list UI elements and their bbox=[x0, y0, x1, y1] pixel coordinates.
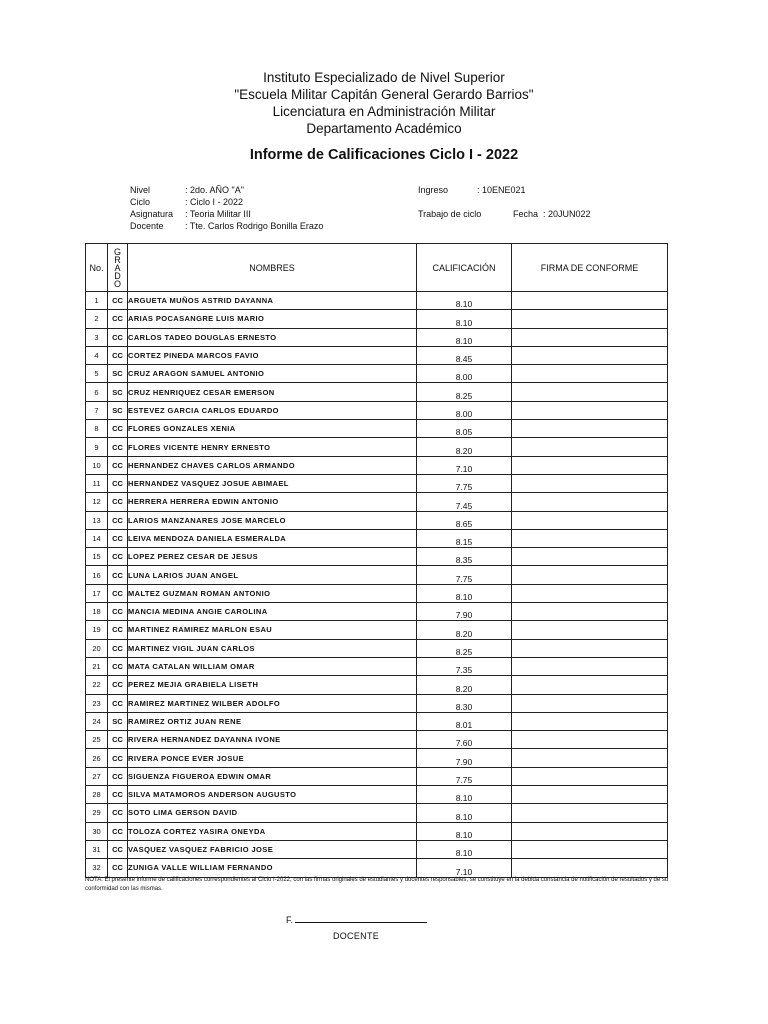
row-nombre: FLORES GONZALES XENIA bbox=[128, 420, 417, 438]
row-number: 23 bbox=[86, 694, 108, 712]
row-firma[interactable] bbox=[512, 493, 668, 511]
row-grado: CC bbox=[108, 603, 128, 621]
table-row bbox=[86, 346, 668, 364]
table-row bbox=[86, 401, 668, 419]
row-nombre: ZUNIGA VALLE WILLIAM FERNANDO bbox=[128, 859, 417, 877]
row-calificacion: 7.10 bbox=[417, 456, 512, 474]
row-number: 25 bbox=[86, 731, 108, 749]
asignatura-value: : Teoria Militar III bbox=[185, 209, 251, 219]
ingreso-value: : 10ENE021 bbox=[477, 185, 526, 195]
row-calificacion: 8.10 bbox=[417, 584, 512, 602]
row-calificacion: 8.10 bbox=[417, 840, 512, 858]
ingreso-label: Ingreso bbox=[418, 185, 449, 195]
institution-name: Instituto Especializado de Nivel Superior bbox=[263, 70, 505, 85]
row-grado: CC bbox=[108, 474, 128, 492]
row-firma[interactable] bbox=[512, 657, 668, 675]
row-nombre: LUNA LARIOS JUAN ANGEL bbox=[128, 566, 417, 584]
table-row bbox=[86, 438, 668, 456]
row-grado: CC bbox=[108, 804, 128, 822]
row-firma[interactable] bbox=[512, 694, 668, 712]
row-number: 1 bbox=[86, 292, 108, 310]
signature-line bbox=[286, 913, 427, 925]
table-row bbox=[86, 786, 668, 804]
row-calificacion: 8.15 bbox=[417, 529, 512, 547]
row-firma[interactable] bbox=[512, 548, 668, 566]
row-number: 10 bbox=[86, 456, 108, 474]
table-row bbox=[86, 493, 668, 511]
row-number: 9 bbox=[86, 438, 108, 456]
row-firma[interactable] bbox=[512, 420, 668, 438]
table-row bbox=[86, 804, 668, 822]
row-firma[interactable] bbox=[512, 456, 668, 474]
row-number: 3 bbox=[86, 328, 108, 346]
row-number: 31 bbox=[86, 840, 108, 858]
docente-value: : Tte. Carlos Rodrigo Bonilla Erazo bbox=[185, 221, 324, 231]
table-row bbox=[86, 529, 668, 547]
grado-letter: R bbox=[114, 254, 121, 265]
row-nombre: SOTO LIMA GERSON DAVID bbox=[128, 804, 417, 822]
row-grado: CC bbox=[108, 420, 128, 438]
row-nombre: LEIVA MENDOZA DANIELA ESMERALDA bbox=[128, 529, 417, 547]
row-firma[interactable] bbox=[512, 438, 668, 456]
row-grado: SC bbox=[108, 712, 128, 730]
row-number: 7 bbox=[86, 401, 108, 419]
row-nombre: ARIAS POCASANGRE LUIS MARIO bbox=[128, 310, 417, 328]
row-grado: CC bbox=[108, 328, 128, 346]
row-firma[interactable] bbox=[512, 566, 668, 584]
row-firma[interactable] bbox=[512, 749, 668, 767]
row-nombre: FLORES VICENTE HENRY ERNESTO bbox=[128, 438, 417, 456]
row-nombre: RIVERA PONCE EVER JOSUE bbox=[128, 749, 417, 767]
ciclo-label: Ciclo bbox=[130, 197, 151, 207]
table-row bbox=[86, 584, 668, 602]
grado-letter: O bbox=[113, 278, 121, 289]
row-number: 5 bbox=[86, 365, 108, 383]
row-calificacion: 7.35 bbox=[417, 657, 512, 675]
table-row bbox=[86, 822, 668, 840]
grado-letter: A bbox=[114, 262, 121, 273]
row-calificacion: 8.25 bbox=[417, 639, 512, 657]
row-grado: CC bbox=[108, 566, 128, 584]
row-nombre: CARLOS TADEO DOUGLAS ERNESTO bbox=[128, 328, 417, 346]
row-number: 22 bbox=[86, 676, 108, 694]
row-grado: CC bbox=[108, 840, 128, 858]
grado-letter: D bbox=[114, 270, 121, 281]
grades-table bbox=[85, 243, 668, 878]
signature-rule bbox=[295, 913, 427, 923]
table-row bbox=[86, 840, 668, 858]
row-nombre: VASQUEZ VASQUEZ FABRICIO JOSE bbox=[128, 840, 417, 858]
row-firma[interactable] bbox=[512, 401, 668, 419]
fecha-value: : 20JUN022 bbox=[543, 209, 591, 219]
notice-text: NOTA: El presente informe de calificaciones correspondientes al Ciclo I-2022, con las firmas originales de estudiantes y docentes responsables, se constituye en la debida constancia de notificación de resultados y de su conformidad con las mismas. bbox=[85, 877, 669, 892]
row-grado: CC bbox=[108, 657, 128, 675]
table-row bbox=[86, 712, 668, 730]
table-row bbox=[86, 621, 668, 639]
row-nombre: RIVERA HERNANDEZ DAYANNA IVONE bbox=[128, 731, 417, 749]
row-calificacion: 8.10 bbox=[417, 804, 512, 822]
row-number: 11 bbox=[86, 474, 108, 492]
table-row bbox=[86, 657, 668, 675]
row-number: 19 bbox=[86, 621, 108, 639]
row-calificacion: 7.10 bbox=[417, 859, 512, 877]
table-row bbox=[86, 749, 668, 767]
docente-label: Docente bbox=[130, 221, 164, 231]
row-number: 26 bbox=[86, 749, 108, 767]
row-grado: CC bbox=[108, 621, 128, 639]
row-grado: CC bbox=[108, 749, 128, 767]
table-row bbox=[86, 603, 668, 621]
table-row bbox=[86, 365, 668, 383]
signature-label: DOCENTE bbox=[332, 931, 380, 941]
row-number: 20 bbox=[86, 639, 108, 657]
row-number: 21 bbox=[86, 657, 108, 675]
asignatura-label: Asignatura bbox=[130, 209, 174, 219]
row-number: 12 bbox=[86, 493, 108, 511]
row-calificacion: 8.10 bbox=[417, 822, 512, 840]
row-nombre: CORTEZ PINEDA MARCOS FAVIO bbox=[128, 346, 417, 364]
row-grado: SC bbox=[108, 401, 128, 419]
row-nombre: HERNANDEZ VASQUEZ JOSUE ABIMAEL bbox=[128, 474, 417, 492]
row-grado: CC bbox=[108, 493, 128, 511]
row-nombre: HERRERA HERRERA EDWIN ANTONIO bbox=[128, 493, 417, 511]
row-nombre: ARGUETA MUÑOS ASTRID DAYANNA bbox=[128, 292, 417, 310]
row-nombre: HERNANDEZ CHAVES CARLOS ARMANDO bbox=[128, 456, 417, 474]
table-row bbox=[86, 420, 668, 438]
row-grado: SC bbox=[108, 383, 128, 401]
row-grado: CC bbox=[108, 676, 128, 694]
report-title: Informe de Calificaciones Ciclo I - 2022 bbox=[249, 147, 519, 163]
row-firma[interactable] bbox=[512, 511, 668, 529]
table-row bbox=[86, 548, 668, 566]
row-number: 8 bbox=[86, 420, 108, 438]
row-firma[interactable] bbox=[512, 292, 668, 310]
row-grado: CC bbox=[108, 292, 128, 310]
department-name: Departamento Académico bbox=[306, 121, 462, 136]
row-nombre: TOLOZA CORTEZ YASIRA ONEYDA bbox=[128, 822, 417, 840]
school-name: "Escuela Militar Capitán General Gerardo Barrios" bbox=[234, 87, 534, 102]
table-row bbox=[86, 474, 668, 492]
row-number: 13 bbox=[86, 511, 108, 529]
row-calificacion: 8.10 bbox=[417, 328, 512, 346]
row-nombre: MARTINEZ VIGIL JUAN CARLOS bbox=[128, 639, 417, 657]
row-grado: CC bbox=[108, 511, 128, 529]
table-row bbox=[86, 511, 668, 529]
row-number: 2 bbox=[86, 310, 108, 328]
row-firma[interactable] bbox=[512, 786, 668, 804]
row-firma[interactable] bbox=[512, 621, 668, 639]
col-header-no: No. bbox=[86, 244, 108, 292]
row-nombre: RAMIREZ MARTINEZ WILBER ADOLFO bbox=[128, 694, 417, 712]
row-number: 27 bbox=[86, 767, 108, 785]
row-grado: CC bbox=[108, 584, 128, 602]
table-row bbox=[86, 310, 668, 328]
row-firma[interactable] bbox=[512, 676, 668, 694]
grado-letter: G bbox=[113, 246, 121, 257]
row-calificacion: 7.75 bbox=[417, 767, 512, 785]
table-row bbox=[86, 383, 668, 401]
row-firma[interactable] bbox=[512, 859, 668, 877]
grade-rows bbox=[86, 292, 668, 878]
row-grado: CC bbox=[108, 859, 128, 877]
row-calificacion: 8.25 bbox=[417, 383, 512, 401]
signature-prefix: F. bbox=[286, 915, 294, 925]
col-header-grado bbox=[108, 244, 128, 292]
row-firma[interactable] bbox=[512, 822, 668, 840]
table-row bbox=[86, 694, 668, 712]
row-calificacion: 8.20 bbox=[417, 438, 512, 456]
table-row bbox=[86, 731, 668, 749]
row-nombre: MALTEZ GUZMAN ROMAN ANTONIO bbox=[128, 584, 417, 602]
row-firma[interactable] bbox=[512, 365, 668, 383]
row-calificacion: 8.00 bbox=[417, 401, 512, 419]
row-nombre: RAMIREZ ORTIZ JUAN RENE bbox=[128, 712, 417, 730]
row-calificacion: 8.00 bbox=[417, 365, 512, 383]
row-calificacion: 8.45 bbox=[417, 346, 512, 364]
table-row bbox=[86, 859, 668, 877]
row-firma[interactable] bbox=[512, 639, 668, 657]
row-grado: CC bbox=[108, 731, 128, 749]
row-firma[interactable] bbox=[512, 328, 668, 346]
table-row bbox=[86, 328, 668, 346]
row-nombre: LOPEZ PEREZ CESAR DE JESUS bbox=[128, 548, 417, 566]
row-nombre: SIGUENZA FIGUEROA EDWIN OMAR bbox=[128, 767, 417, 785]
row-firma[interactable] bbox=[512, 804, 668, 822]
row-grado: CC bbox=[108, 694, 128, 712]
row-number: 15 bbox=[86, 548, 108, 566]
row-nombre: CRUZ HENRIQUEZ CESAR EMERSON bbox=[128, 383, 417, 401]
row-firma[interactable] bbox=[512, 474, 668, 492]
row-number: 14 bbox=[86, 529, 108, 547]
row-nombre: MATA CATALAN WILLIAM OMAR bbox=[128, 657, 417, 675]
ciclo-value: : Ciclo I - 2022 bbox=[185, 197, 244, 207]
row-calificacion: 8.20 bbox=[417, 621, 512, 639]
row-calificacion: 7.45 bbox=[417, 493, 512, 511]
row-firma[interactable] bbox=[512, 840, 668, 858]
row-number: 18 bbox=[86, 603, 108, 621]
program-name: Licenciatura en Administración Militar bbox=[272, 104, 496, 119]
row-number: 17 bbox=[86, 584, 108, 602]
row-number: 16 bbox=[86, 566, 108, 584]
row-calificacion: 8.05 bbox=[417, 420, 512, 438]
nivel-value: : 2do. AÑO "A" bbox=[185, 185, 244, 195]
col-header-nombres: NOMBRES bbox=[128, 244, 417, 292]
row-grado: CC bbox=[108, 529, 128, 547]
row-firma[interactable] bbox=[512, 712, 668, 730]
row-calificacion: 8.30 bbox=[417, 694, 512, 712]
table-row bbox=[86, 566, 668, 584]
row-calificacion: 8.35 bbox=[417, 548, 512, 566]
row-grado: CC bbox=[108, 456, 128, 474]
row-calificacion: 8.10 bbox=[417, 292, 512, 310]
row-grado: CC bbox=[108, 786, 128, 804]
row-firma[interactable] bbox=[512, 767, 668, 785]
col-header-calificacion: CALIFICACIÓN bbox=[417, 244, 512, 292]
row-number: 28 bbox=[86, 786, 108, 804]
row-number: 24 bbox=[86, 712, 108, 730]
row-calificacion: 8.10 bbox=[417, 310, 512, 328]
col-header-firma: FIRMA DE CONFORME bbox=[512, 244, 668, 292]
row-number: 29 bbox=[86, 804, 108, 822]
row-calificacion: 7.90 bbox=[417, 603, 512, 621]
row-calificacion: 7.90 bbox=[417, 749, 512, 767]
row-number: 32 bbox=[86, 859, 108, 877]
nivel-label: Nivel bbox=[130, 185, 151, 195]
row-calificacion: 7.75 bbox=[417, 474, 512, 492]
row-firma[interactable] bbox=[512, 603, 668, 621]
table-row bbox=[86, 292, 668, 310]
row-nombre: CRUZ ARAGON SAMUEL ANTONIO bbox=[128, 365, 417, 383]
row-firma[interactable] bbox=[512, 346, 668, 364]
row-calificacion: 8.01 bbox=[417, 712, 512, 730]
fecha-label: Fecha bbox=[513, 209, 539, 219]
row-grado: CC bbox=[108, 548, 128, 566]
row-grado: CC bbox=[108, 822, 128, 840]
row-calificacion: 7.75 bbox=[417, 566, 512, 584]
row-calificacion: 8.10 bbox=[417, 786, 512, 804]
row-grado: CC bbox=[108, 767, 128, 785]
row-number: 30 bbox=[86, 822, 108, 840]
table-row bbox=[86, 767, 668, 785]
table-row bbox=[86, 676, 668, 694]
row-grado: CC bbox=[108, 639, 128, 657]
row-grado: CC bbox=[108, 310, 128, 328]
row-grado: CC bbox=[108, 438, 128, 456]
row-nombre: ESTEVEZ GARCIA CARLOS EDUARDO bbox=[128, 401, 417, 419]
row-firma[interactable] bbox=[512, 310, 668, 328]
row-grado: CC bbox=[108, 346, 128, 364]
row-calificacion: 8.20 bbox=[417, 676, 512, 694]
row-nombre: SILVA MATAMOROS ANDERSON AUGUSTO bbox=[128, 786, 417, 804]
row-nombre: MARTINEZ RAMIREZ MARLON ESAU bbox=[128, 621, 417, 639]
row-firma[interactable] bbox=[512, 584, 668, 602]
row-calificacion: 7.60 bbox=[417, 731, 512, 749]
row-calificacion: 8.65 bbox=[417, 511, 512, 529]
table-header-row bbox=[86, 244, 668, 292]
row-number: 4 bbox=[86, 346, 108, 364]
trabajo-label: Trabajo de ciclo bbox=[418, 209, 482, 219]
row-nombre: MANCIA MEDINA ANGIE CAROLINA bbox=[128, 603, 417, 621]
row-firma[interactable] bbox=[512, 731, 668, 749]
row-number: 6 bbox=[86, 383, 108, 401]
row-firma[interactable] bbox=[512, 383, 668, 401]
row-firma[interactable] bbox=[512, 529, 668, 547]
row-nombre: LARIOS MANZANARES JOSE MARCELO bbox=[128, 511, 417, 529]
row-nombre: PEREZ MEJIA GRABIELA LISETH bbox=[128, 676, 417, 694]
row-grado: SC bbox=[108, 365, 128, 383]
table-row bbox=[86, 456, 668, 474]
table-row bbox=[86, 639, 668, 657]
